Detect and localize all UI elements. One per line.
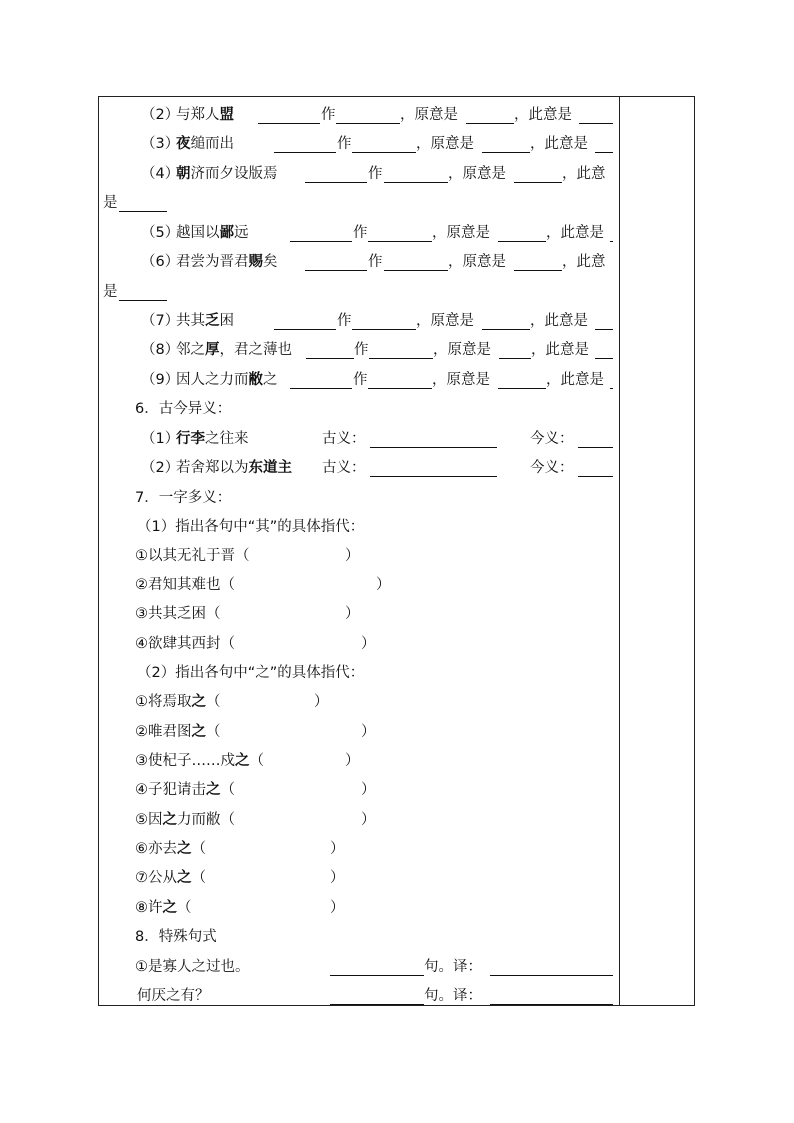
blank-line[interactable] — [490, 959, 613, 976]
blank-line[interactable] — [336, 107, 400, 124]
yuan-label: ，原意是 — [433, 342, 491, 358]
ci-label: ，此意 — [562, 254, 606, 270]
close-paren: ） — [376, 577, 391, 593]
blank-line[interactable] — [352, 136, 416, 153]
item-sentence: 君尝为晋君赐矣 — [176, 254, 278, 270]
close-paren: ） — [330, 870, 345, 886]
blank-line[interactable] — [610, 225, 613, 242]
blank-line[interactable] — [514, 254, 562, 271]
item-number: （5） — [141, 225, 180, 241]
blank-line[interactable] — [482, 136, 530, 153]
yuan-label: ，原意是 — [448, 166, 506, 182]
blank-line[interactable] — [498, 225, 546, 242]
item-number: （8） — [141, 342, 180, 358]
blank-line[interactable] — [578, 460, 613, 477]
question-text: （1）指出各句中“其”的具体指代： — [137, 519, 365, 535]
yuan-label: ，原意是 — [448, 254, 506, 270]
close-paren: ） — [345, 606, 360, 622]
blank-line[interactable] — [119, 195, 167, 212]
blank-line[interactable] — [482, 313, 530, 330]
blank-line[interactable] — [368, 225, 432, 242]
yuan-label: ，原意是 — [416, 136, 474, 152]
gu-label: 古义： — [322, 431, 366, 447]
blank-line[interactable] — [352, 313, 416, 330]
blank-line[interactable] — [466, 107, 514, 124]
close-paren: ） — [361, 812, 376, 828]
close-paren: ） — [330, 900, 345, 916]
zuo-label: 作 — [368, 254, 383, 270]
ci-label: ，此意 — [562, 166, 606, 182]
yuan-label: ，原意是 — [400, 107, 458, 123]
item-sentence: 因人之力而敝之 — [176, 372, 278, 388]
close-paren: ） — [361, 636, 376, 652]
ju-label: 句。译： — [424, 988, 482, 1004]
item-sentence: ③共其乏困（ — [135, 606, 221, 622]
yuan-label: ，原意是 — [416, 313, 474, 329]
item-sentence: ①以其无礼于晋（ — [135, 548, 250, 564]
blank-line[interactable] — [514, 166, 562, 183]
item-sentence: 行李之往来 — [176, 431, 249, 447]
close-paren: ） — [345, 548, 360, 564]
blank-line[interactable] — [368, 372, 432, 389]
blank-line[interactable] — [384, 166, 448, 183]
blank-line[interactable] — [290, 225, 352, 242]
item-sentence: ②君知其难也（ — [135, 577, 235, 593]
item-sentence: ④子犯请击之（ — [135, 782, 235, 798]
zuo-label: 作 — [353, 225, 368, 241]
close-paren: ） — [361, 724, 376, 740]
item-number: （2） — [141, 107, 180, 123]
blank-line[interactable] — [579, 107, 613, 124]
item-sentence: 若舍郑以为东道主 — [176, 460, 292, 476]
item-sentence: ④欲肆其西封（ — [135, 636, 235, 652]
item-sentence: 何厌之有？ — [137, 988, 210, 1004]
blank-line[interactable] — [330, 988, 424, 1005]
section-heading: 8．特殊句式 — [135, 929, 217, 945]
zuo-label: 作 — [354, 342, 369, 358]
ci-label: ，此意是 — [514, 107, 572, 123]
item-number: （4） — [141, 166, 180, 182]
item-sentence: ③使杞子……戍之（ — [135, 753, 264, 769]
blank-line[interactable] — [498, 372, 546, 389]
zuo-label: 作 — [368, 166, 383, 182]
yuan-label: ，原意是 — [432, 225, 490, 241]
item-sentence: ⑦公从之（ — [135, 870, 206, 886]
ci-label: ，此意是 — [546, 372, 604, 388]
item-sentence: 共其乏困 — [176, 313, 234, 329]
item-number: （1） — [141, 431, 180, 447]
blank-line[interactable] — [119, 284, 167, 301]
blank-line[interactable] — [595, 136, 613, 153]
blank-line[interactable] — [610, 372, 613, 389]
item-sentence: 夜缒而出 — [176, 136, 234, 152]
zuo-label: 作 — [337, 136, 352, 152]
item-sentence: ⑤因之力而敝（ — [135, 812, 235, 828]
ci-label: ，此意是 — [530, 136, 588, 152]
ju-label: 句。译： — [424, 959, 482, 975]
question-text: （2）指出各句中“之”的具体指代： — [137, 665, 365, 681]
blank-line[interactable] — [274, 136, 336, 153]
item-number: （6） — [141, 254, 180, 270]
zuo-label: 作 — [321, 107, 336, 123]
gu-label: 古义： — [322, 460, 366, 476]
column-divider — [619, 96, 620, 1006]
wrap-label: 是 — [103, 195, 118, 211]
blank-line[interactable] — [595, 342, 613, 359]
wrap-label: 是 — [103, 284, 118, 300]
blank-line[interactable] — [258, 107, 320, 124]
item-sentence: 与郑人盟 — [176, 107, 234, 123]
item-sentence: ①将焉取之（ — [135, 694, 221, 710]
close-paren: ） — [361, 782, 376, 798]
item-number: （7） — [141, 313, 180, 329]
item-number: （2） — [141, 460, 180, 476]
close-paren: ） — [314, 694, 329, 710]
item-sentence: 邻之厚，君之薄也 — [176, 342, 292, 358]
zuo-label: 作 — [337, 313, 352, 329]
blank-line[interactable] — [305, 166, 367, 183]
blank-line[interactable] — [370, 460, 497, 477]
blank-line[interactable] — [330, 959, 424, 976]
blank-line[interactable] — [306, 342, 354, 359]
jin-label: 今义： — [530, 431, 574, 447]
ci-label: ，此意是 — [546, 225, 604, 241]
item-number: （3） — [141, 136, 180, 152]
blank-line[interactable] — [490, 988, 613, 1005]
item-sentence: ⑧许之（ — [135, 900, 192, 916]
section-heading: 6．古今异义： — [135, 401, 232, 417]
item-sentence: 越国以鄙远 — [176, 225, 249, 241]
item-sentence: ②唯君图之（ — [135, 724, 221, 740]
item-sentence: 朝济而夕设版焉 — [176, 166, 278, 182]
close-paren: ） — [330, 841, 345, 857]
blank-line[interactable] — [290, 372, 352, 389]
ci-label: ，此意是 — [530, 313, 588, 329]
blank-line[interactable] — [274, 313, 336, 330]
item-number: （9） — [141, 372, 180, 388]
blank-line[interactable] — [305, 254, 367, 271]
blank-line[interactable] — [595, 313, 613, 330]
jin-label: 今义： — [530, 460, 574, 476]
zuo-label: 作 — [353, 372, 368, 388]
item-sentence: ⑥亦去之（ — [135, 841, 206, 857]
section-heading: 7．一字多义： — [135, 490, 232, 506]
blank-line[interactable] — [499, 342, 531, 359]
blank-line[interactable] — [370, 431, 497, 448]
blank-line[interactable] — [369, 342, 433, 359]
item-sentence: ①是寡人之过也。 — [135, 959, 250, 975]
blank-line[interactable] — [578, 431, 613, 448]
blank-line[interactable] — [384, 254, 448, 271]
close-paren: ） — [345, 753, 360, 769]
yuan-label: ，原意是 — [432, 372, 490, 388]
ci-label: ，此意是 — [531, 342, 589, 358]
